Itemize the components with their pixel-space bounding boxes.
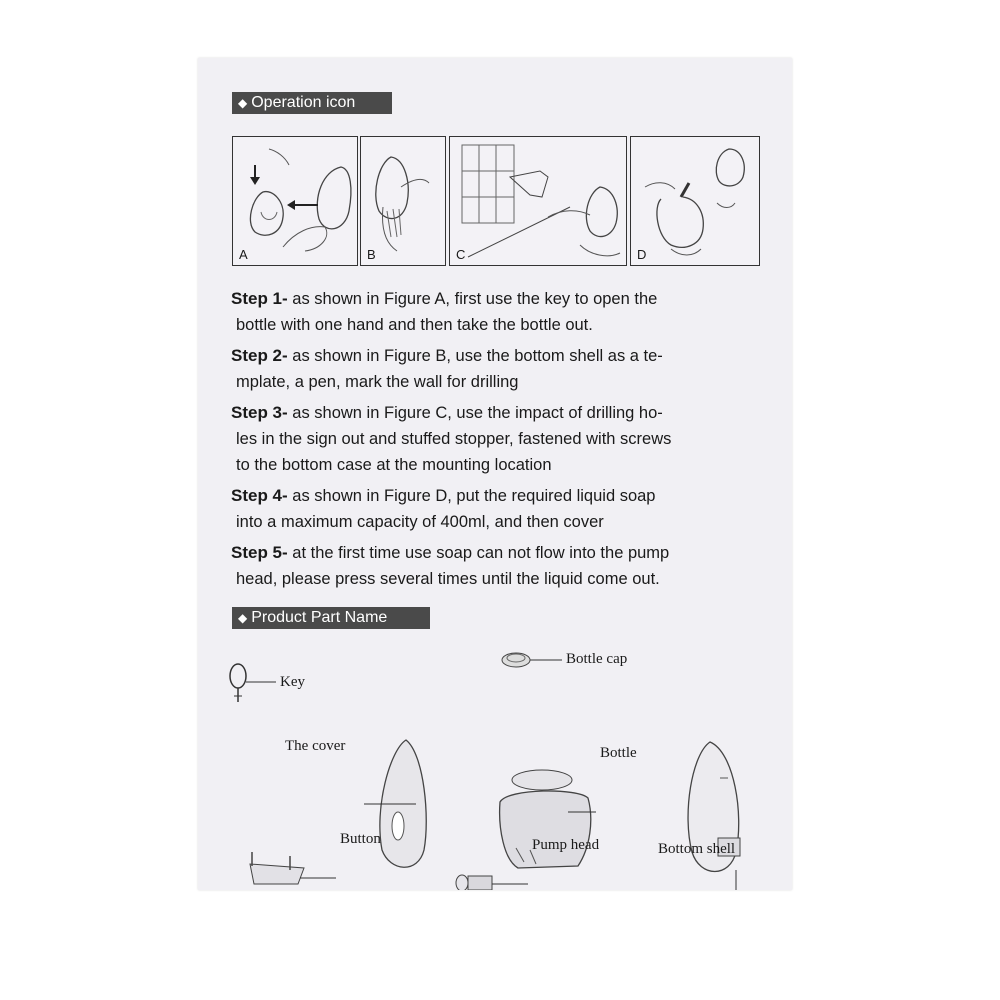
- figure-d-label: D: [637, 247, 647, 262]
- diamond-icon: ◆: [238, 611, 248, 625]
- section-header-operation: [232, 92, 392, 114]
- part-label-bottle: Bottle: [600, 745, 637, 761]
- figure-b: [360, 136, 446, 266]
- part-label-button: Button: [340, 831, 381, 847]
- figure-a-label: A: [239, 247, 248, 262]
- step-lead: Step 3-: [231, 403, 288, 422]
- bottle-cap-icon: [502, 653, 530, 667]
- step-lead: Step 5-: [231, 543, 288, 562]
- bleed-through-text: [438, 98, 446, 132]
- figure-d-illustration: [631, 137, 761, 267]
- figure-c: [449, 136, 627, 266]
- key-icon: [230, 664, 246, 702]
- section-title: Product Part Name: [251, 609, 388, 626]
- step-3: [231, 400, 771, 478]
- diamond-icon: ◆: [238, 96, 248, 110]
- step-text-cont: les in the sign out and stuffed stopper, fastened with screws: [236, 430, 672, 448]
- part-label-bottle-cap: Bottle cap: [566, 651, 628, 667]
- figure-c-illustration: [450, 137, 628, 267]
- step-text-cont: mplate, a pen, mark the wall for drilling: [236, 373, 519, 391]
- step-text: as shown in Figure D, put the required liquid soap: [287, 487, 656, 505]
- step-4: [231, 483, 771, 535]
- figure-c-label: C: [456, 247, 466, 262]
- step-text: at the first time use soap can not flow into the pump: [287, 544, 670, 562]
- step-lead: Step 1-: [231, 289, 288, 308]
- part-label-key: Key: [280, 674, 305, 690]
- step-5: [231, 540, 771, 592]
- step-text-cont: to the bottom case at the mounting location: [236, 456, 552, 474]
- part-label-cover: The cover: [285, 738, 346, 754]
- pump-head-icon: [456, 875, 492, 890]
- part-label-bottom-shell: Bottom shell: [658, 841, 736, 857]
- step-text-cont: head, please press several times until the liquid come out.: [236, 570, 660, 588]
- section-header-parts: [232, 607, 430, 629]
- step-text-cont: bottle with one hand and then take the bottle out.: [236, 316, 593, 334]
- figure-d: [630, 136, 760, 266]
- section-title: Operation icon: [251, 94, 356, 111]
- step-lead: Step 4-: [231, 486, 288, 505]
- steps-list: [231, 286, 771, 597]
- figure-a: [232, 136, 358, 266]
- step-text-cont: into a maximum capacity of 400ml, and then cover: [236, 513, 604, 531]
- button-icon: [250, 852, 304, 884]
- step-1: [231, 286, 771, 338]
- step-2: [231, 343, 771, 395]
- figure-b-label: B: [367, 247, 376, 262]
- manual-page: [198, 58, 792, 890]
- step-text: as shown in Figure A, first use the key to open the: [287, 290, 658, 308]
- part-label-pump-head: Pump head: [532, 837, 600, 853]
- step-text: as shown in Figure C, use the impact of drilling ho-: [287, 404, 663, 422]
- step-lead: Step 2-: [231, 346, 288, 365]
- step-text: as shown in Figure B, use the bottom shell as a te-: [287, 347, 663, 365]
- figure-a-illustration: [233, 137, 359, 267]
